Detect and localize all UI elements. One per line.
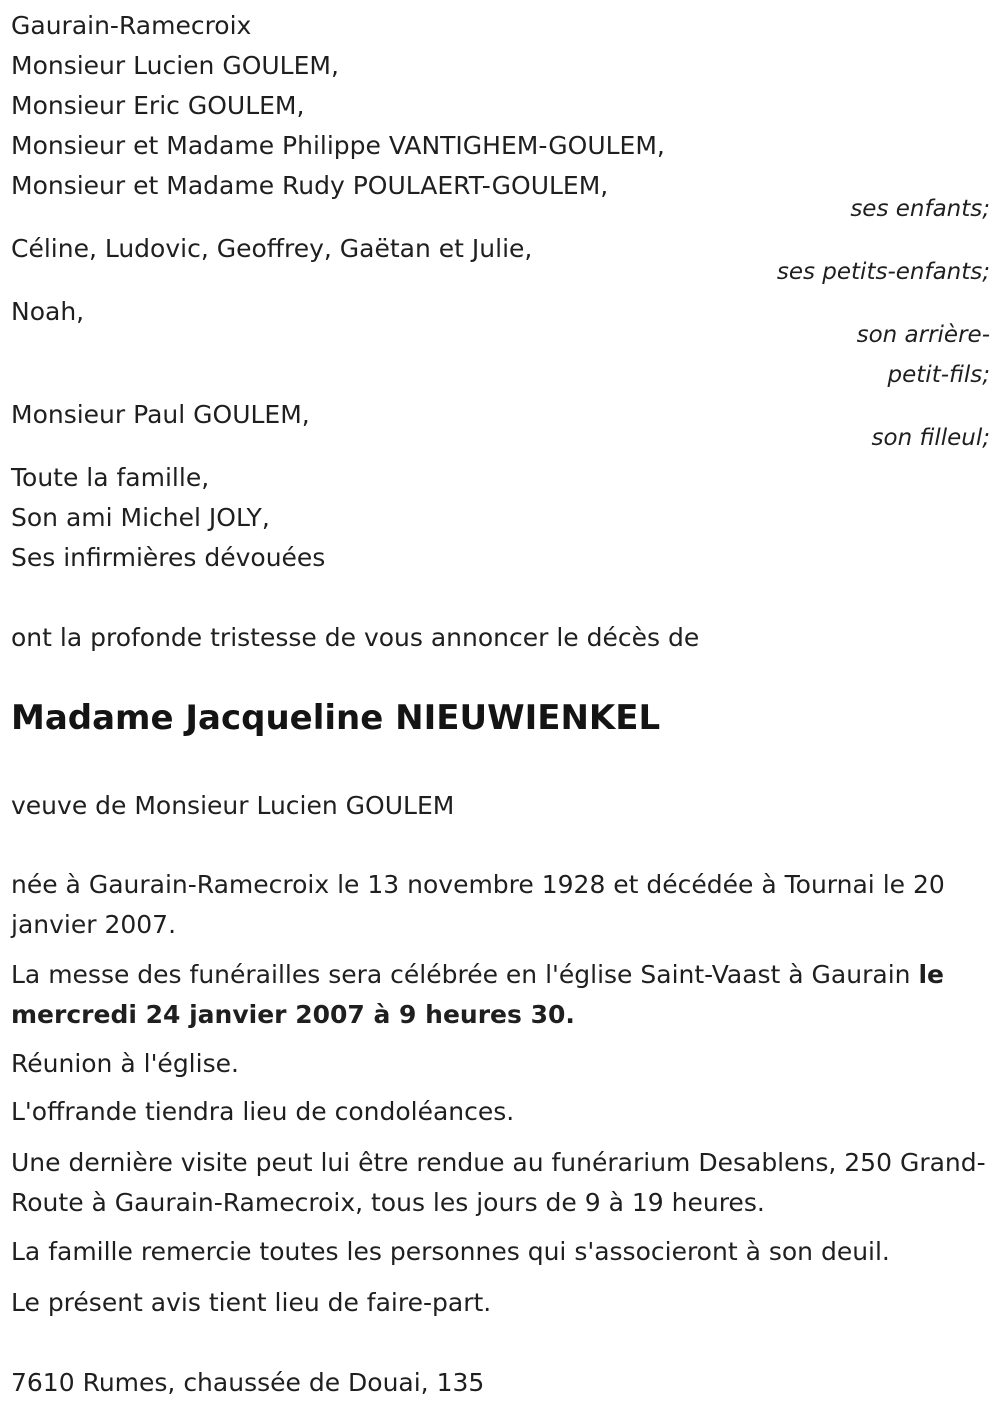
godson-relation: son filleul; <box>871 425 990 451</box>
others-line-1: Toute la famille, <box>11 463 210 492</box>
address-text: 7610 Rumes, chaussée de Douai, 135 <box>11 1368 485 1397</box>
mass-text: La messe des funérailles sera célébrée en l'église Saint-Vaast à Gaurain <box>11 960 919 989</box>
meeting-paragraph: Réunion à l'église. <box>11 1049 239 1078</box>
mass-paragraph <box>11 955 991 1035</box>
widow-of-text: veuve de Monsieur Lucien GOULEM <box>11 791 455 820</box>
great-grandson-relation-line2: petit-fils; <box>887 362 990 388</box>
announcement-text: ont la profonde tristesse de vous annoncer le décès de <box>11 623 700 652</box>
grandchildren-relation: ses petits-enfants; <box>776 259 990 285</box>
others-line-3: Ses infirmières dévouées <box>11 543 326 572</box>
child-name-3: Monsieur et Madame Philippe VANTIGHEM-GOULEM, <box>11 131 665 160</box>
child-name-2: Monsieur Eric GOULEM, <box>11 91 305 120</box>
great-grandson-name: Noah, <box>11 297 85 326</box>
deceased-name: Madame Jacqueline NIEUWIENKEL <box>11 698 661 738</box>
children-relation: ses enfants; <box>850 196 990 222</box>
notice-paragraph: Le présent avis tient lieu de faire-part. <box>11 1288 492 1317</box>
birth-death-paragraph: née à Gaurain-Ramecroix le 13 novembre 1928 et décédée à Tournai le 20 janvier 2007. <box>11 870 945 939</box>
child-name-1: Monsieur Lucien GOULEM, <box>11 51 339 80</box>
great-grandson-relation-line1: son arrière- <box>856 322 990 348</box>
offering-paragraph: L'offrande tiendra lieu de condoléances. <box>11 1097 515 1126</box>
godson-name: Monsieur Paul GOULEM, <box>11 400 310 429</box>
city-heading: Gaurain-Ramecroix <box>11 11 252 40</box>
others-line-2: Son ami Michel JOLY, <box>11 503 270 532</box>
child-name-4: Monsieur et Madame Rudy POULAERT-GOULEM, <box>11 171 609 200</box>
thanks-paragraph: La famille remercie toutes les personnes qui s'associeront à son deuil. <box>11 1237 890 1266</box>
grandchildren-names: Céline, Ludovic, Geoffrey, Gaëtan et Julie, <box>11 234 533 263</box>
mass-date: le mercredi 24 janvier 2007 à 9 heures 30. <box>11 960 944 1029</box>
visit-paragraph: Une dernière visite peut lui être rendue au funérarium Desablens, 250 Grand-Route à Gaurain-Ramecroix, tous les jours de 9 à 19 heures. <box>11 1148 986 1217</box>
